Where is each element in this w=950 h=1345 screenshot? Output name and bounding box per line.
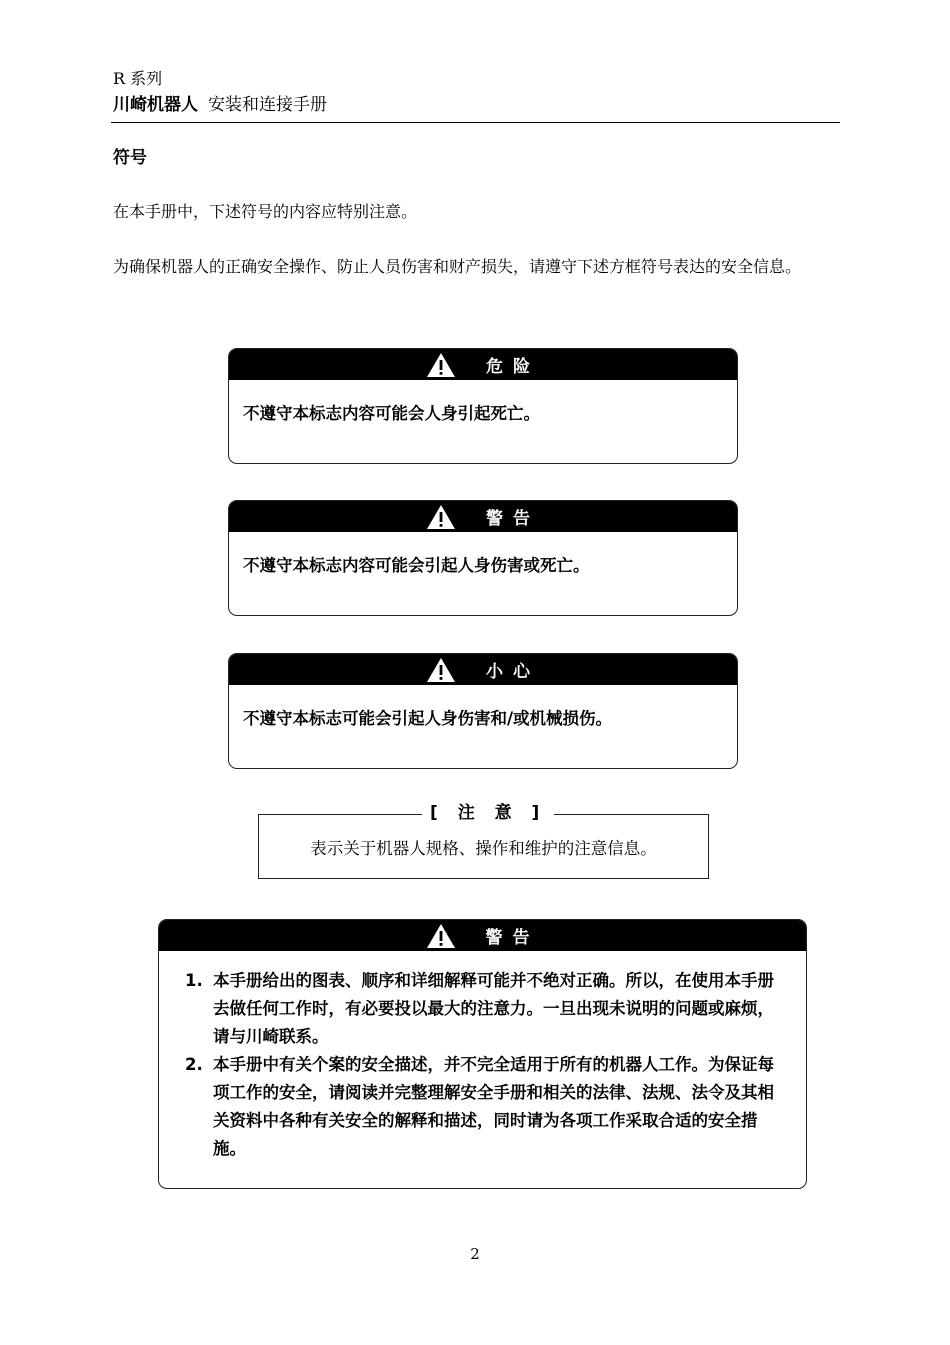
- warning-sign-text: 不遵守本标志内容可能会引起人身伤害或死亡。: [243, 556, 590, 575]
- section-title: 符号: [113, 148, 147, 168]
- list-item-number: 2.: [185, 1055, 203, 1074]
- list-item-text: 本手册给出的图表、顺序和详细解释可能并不绝对正确。所以，在使用本手册去做任何工作时，有必要投以最大的注意力。一旦出现未说明的问题或麻烦，请与川崎联系。: [213, 971, 774, 1046]
- note-text: 表示关于机器人规格、操作和维护的注意信息。: [310, 839, 657, 858]
- list-item: [185, 967, 788, 1051]
- list-item-text: 本手册中有关个案的安全描述，并不完全适用于所有的机器人工作。为保证每项工作的安全，请阅读并完整理解安全手册和相关的法律、法规、法令及其相关资料中各种有关安全的解释和描述，同时请为各项工作采取合适的安全措施。: [213, 1055, 774, 1158]
- danger-sign-box: [228, 348, 738, 464]
- list-item: [185, 1051, 788, 1163]
- manual-warning-box: [158, 919, 807, 1189]
- header-series: R 系列: [113, 69, 163, 88]
- caution-sign-title: 小心: [486, 662, 540, 682]
- manual-warning-list: [159, 951, 806, 1163]
- warning-triangle-icon: [426, 352, 456, 378]
- intro-paragraph-2: 为确保机器人的正确安全操作、防止人员伤害和财产损失，请遵守下述方框符号表达的安全信息。: [113, 257, 802, 276]
- warning-sign-title: 警告: [486, 509, 540, 529]
- warning-triangle-icon: [426, 504, 456, 530]
- note-box: [258, 803, 709, 879]
- note-title: [ 注 意 ]: [422, 801, 554, 825]
- warning-sign-bar: [229, 501, 737, 532]
- intro-paragraph-1: 在本手册中，下述符号的内容应特别注意。: [113, 202, 418, 221]
- danger-sign-bar: [229, 349, 737, 380]
- caution-sign-box: [228, 653, 738, 769]
- manual-warning-title: 警告: [485, 928, 540, 948]
- header-manual-title: 安装和连接手册: [208, 95, 327, 115]
- danger-sign-title: 危险: [486, 357, 540, 377]
- header-title-line: [113, 94, 327, 116]
- warning-triangle-icon: [426, 657, 456, 683]
- header-divider: [111, 122, 840, 123]
- caution-sign-bar: [229, 654, 737, 685]
- list-item-number: 1.: [185, 971, 203, 990]
- manual-warning-bar: [159, 920, 806, 951]
- caution-sign-text: 不遵守本标志可能会引起人身伤害和/或机械损伤。: [243, 709, 613, 728]
- page-number: 2: [470, 1245, 480, 1263]
- header-company: 川崎机器人: [113, 95, 198, 115]
- warning-sign-box: [228, 500, 738, 616]
- danger-sign-text: 不遵守本标志内容可能会人身引起死亡。: [243, 404, 540, 423]
- warning-triangle-icon: [426, 923, 456, 949]
